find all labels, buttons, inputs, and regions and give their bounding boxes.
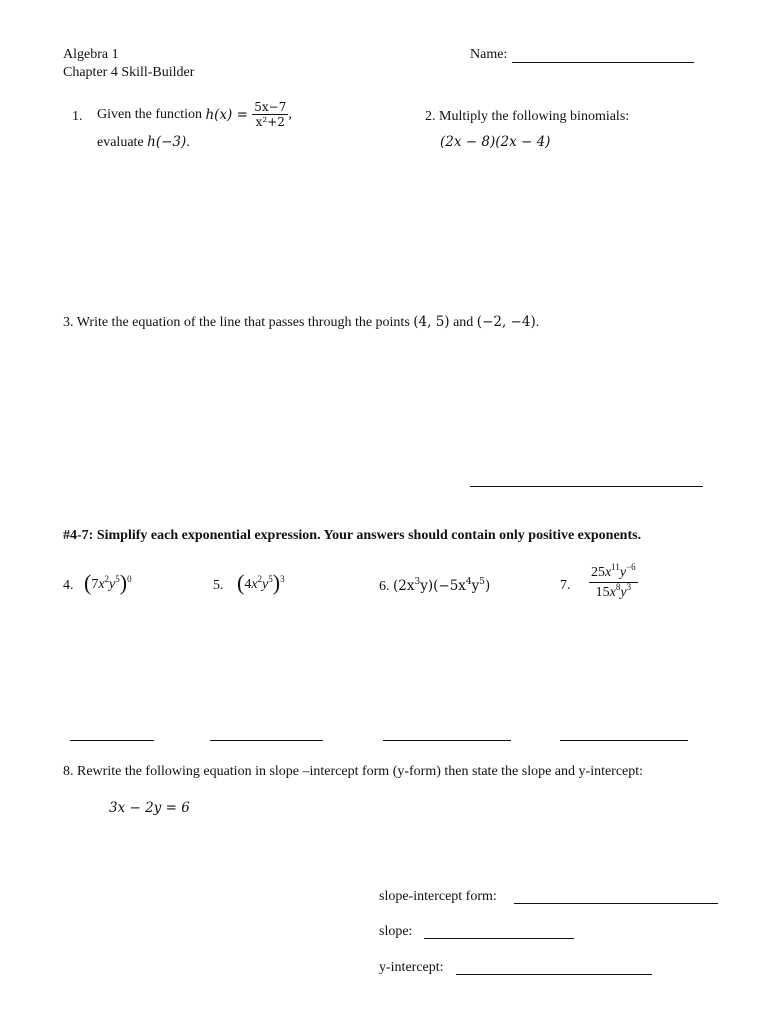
q7-number: 7. bbox=[560, 578, 571, 593]
chapter-title: Chapter 4 Skill-Builder bbox=[63, 65, 195, 80]
q7-answer-blank[interactable] bbox=[560, 740, 688, 741]
q1-text-b: evaluate bbox=[97, 135, 144, 150]
q2-prompt: 2. Multiply the following binomials: bbox=[425, 109, 630, 124]
q3-point-1: (4, 5) bbox=[413, 314, 450, 330]
q4-close-paren: ) bbox=[119, 570, 128, 595]
q3-answer-blank[interactable] bbox=[470, 486, 703, 487]
q1-period: . bbox=[186, 135, 190, 150]
q1-prompt bbox=[97, 100, 292, 130]
q1-denominator: x²+2 bbox=[252, 114, 288, 130]
slope-intercept-label: slope-intercept form: bbox=[379, 889, 497, 904]
course-title: Algebra 1 bbox=[63, 47, 119, 62]
q3-point-2: (−2, −4) bbox=[476, 314, 536, 330]
q7-fraction: $\frac{25x^{11}y^{-6}}{15x^8y^3}$ bbox=[589, 564, 638, 603]
name-blank[interactable] bbox=[512, 62, 694, 63]
y-intercept-label: y-intercept: bbox=[379, 960, 444, 975]
q6-part-d: ) bbox=[485, 578, 491, 594]
q3-period: . bbox=[535, 315, 540, 330]
q4-answer-blank[interactable] bbox=[70, 740, 154, 741]
y-intercept-blank[interactable] bbox=[456, 974, 652, 975]
q5-number: 5. bbox=[213, 578, 224, 593]
q6-answer-blank[interactable] bbox=[383, 740, 511, 741]
q1-comma: , bbox=[288, 107, 292, 122]
q6-exp-c: 5 bbox=[479, 577, 486, 587]
q8-equation: 3x − 2y = 6 bbox=[109, 800, 190, 816]
instructions-4-7: #4-7: Simplify each exponential expression. Your answers should contain only positive exponents. bbox=[63, 528, 642, 543]
q5-expression: $(4x^2y^5)^3$ bbox=[237, 570, 285, 595]
q5-close-paren: ) bbox=[272, 570, 281, 595]
q1-fraction bbox=[252, 100, 288, 130]
q4-open-paren: ( bbox=[84, 570, 92, 595]
q6-expression bbox=[379, 578, 490, 595]
q5-answer-blank[interactable] bbox=[210, 740, 323, 741]
q1-function: h(x) = bbox=[205, 107, 253, 123]
q2-expression: (2x − 8)(2x − 4) bbox=[440, 134, 551, 150]
q6-exp-a: 3 bbox=[414, 577, 421, 587]
q3-text: 3. Write the equation of the line that passes through the points bbox=[63, 315, 410, 330]
slope-intercept-blank[interactable] bbox=[514, 903, 718, 904]
q1-evaluate-line bbox=[97, 134, 190, 151]
q1-number: 1. bbox=[72, 109, 83, 124]
q6-exp-b: 4 bbox=[465, 577, 472, 587]
q5-open-paren: ( bbox=[237, 570, 245, 595]
q1-numerator: 5x−7 bbox=[254, 100, 287, 114]
q4-number: 4. bbox=[63, 578, 74, 593]
slope-label: slope: bbox=[379, 924, 413, 939]
q3-and: and bbox=[453, 315, 474, 330]
q1-eval-expr: h(−3) bbox=[147, 134, 187, 150]
q6-part-c: y bbox=[471, 578, 480, 594]
q3-prompt bbox=[63, 314, 539, 331]
slope-blank[interactable] bbox=[424, 938, 574, 939]
q8-prompt: 8. Rewrite the following equation in slope –intercept form (y-form) then state the slope and y-intercept: bbox=[63, 764, 644, 779]
q4-expression: $(7x^2y^5)^0$ bbox=[84, 570, 132, 595]
q6-part-a: (2x bbox=[393, 578, 415, 594]
q6-number: 6. bbox=[379, 579, 390, 594]
q1-text-a: Given the function bbox=[97, 107, 202, 122]
name-label: Name: bbox=[470, 47, 508, 62]
q6-part-b: y)(−5x bbox=[420, 578, 466, 594]
